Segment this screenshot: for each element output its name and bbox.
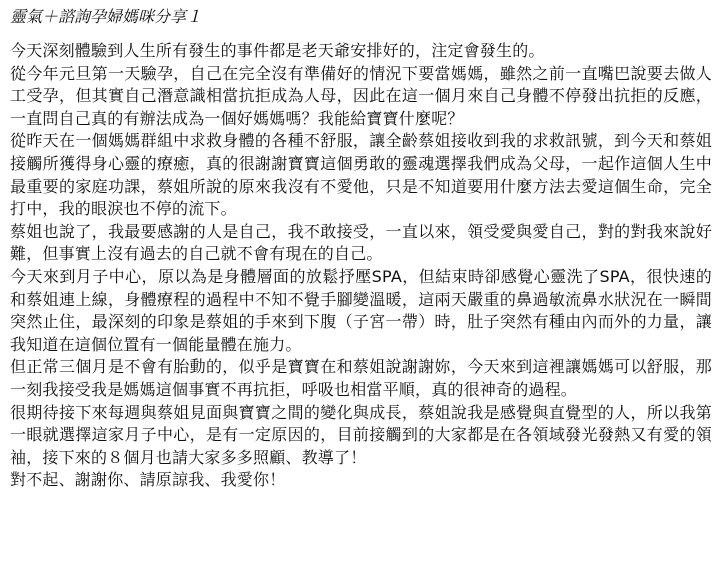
paragraph-3: 從昨天在一個媽媽群組中求救身體的各種不舒服，讓全齡蔡姐接收到我的求救訊號，到今天和蔡姐接觸所獲得身心靈的療癒，真的很謝謝寶寶這個勇敢的靈魂選擇我們成為父母，一起作這個人生中最重要的家庭功課，蔡姐所說的原來我沒有不愛他，只是不知道要用什麼方法去愛這個生命，完全打中，我的眼淚也不停的流下。 xyxy=(10,131,712,219)
paragraph-7: 很期待接下來每週與蔡姐見面與寶寶之間的變化與成長，蔡姐說我是感覺與直覺型的人，所以我第一眼就選擇這家月子中心，是有一定原因的，目前接觸到的大家都是在各領域發光發熱又有愛的領袖，接下來的８個月也請大家多多照顧、教導了！ xyxy=(10,402,712,467)
paragraph-8: 對不起、謝謝你、請原諒我、我愛你！ xyxy=(10,470,286,490)
paragraph-5: 今天來到月子中心，原以為是身體層面的放鬆抒壓SPA，但結束時卻感覺心靈洗了SPA，很快速的和蔡姐連上線，身體療程的過程中不知不覺手腳變溫暖，這兩天嚴重的鼻過敏流鼻水狀況在一瞬間突然止住，最深刻的印象是蔡姐的手來到下腹（子宮一帶）時，肚子突然有種由內而外的力量，讓我知道在這個位置有一個能量體在施力。 xyxy=(10,266,712,354)
paragraph-4: 蔡姐也說了，我最要感謝的人是自己，我不敢接受，一直以來，領受愛與愛自己，對的對我來說好難，但事實上沒有過去的自己就不會有現在的自己。 xyxy=(10,221,712,264)
paragraph-6: 但正常三個月是不會有胎動的，似乎是寶寶在和蔡姐說謝謝妳，今天來到這裡讓媽媽可以舒服，那一刻我接受我是媽媽這個事實不再抗拒，呼吸也相當平順，真的很神奇的過程。 xyxy=(10,357,712,399)
paragraph-2: 從今年元旦第一天驗孕，自己在完全沒有準備好的情況下要當媽媽，雖然之前一直嘴巴說要去做人工受孕，但其實自己潛意識相當抗拒成為人母，因此在這一個月來自己身體不停發出抗拒的反應，一直問自己真的有辦法成為一個好媽媽嗎？我能給寶寶什麼呢？ xyxy=(10,63,712,128)
paragraph-1: 今天深刻體驗到人生所有發生的事件都是老天爺安排好的，注定會發生的。 xyxy=(10,41,545,60)
post-title: 靈氣＋諮詢孕婦媽咪分享１ xyxy=(10,7,203,26)
